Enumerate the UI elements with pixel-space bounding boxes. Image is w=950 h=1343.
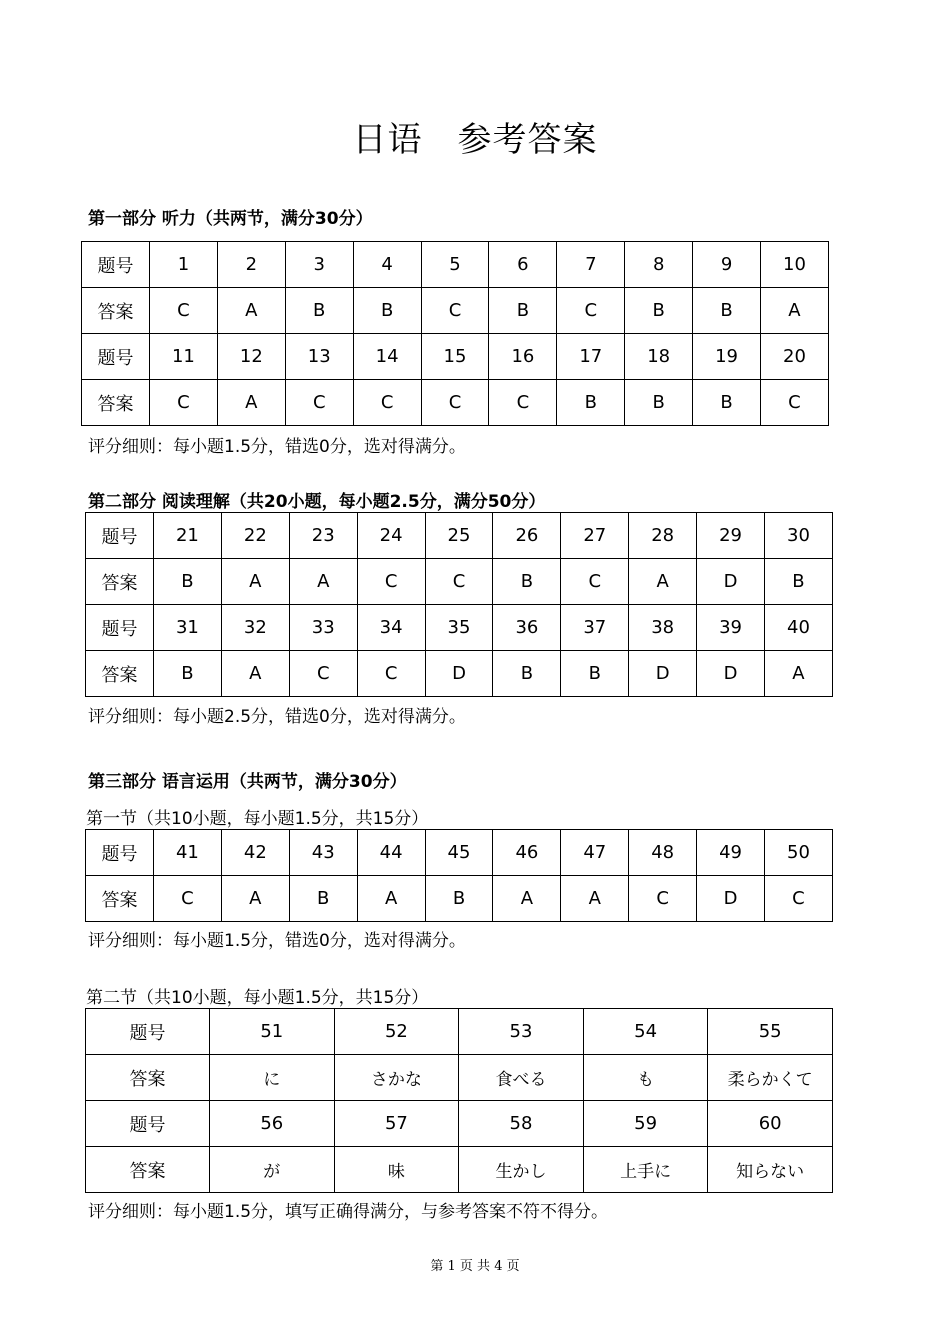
answer-cell: B <box>353 288 421 334</box>
question-number-cell: 25 <box>425 513 493 559</box>
answer-cell: 味 <box>334 1147 459 1193</box>
question-number-cell: 4 <box>353 242 421 288</box>
answer-cell: D <box>697 651 765 697</box>
answer-cell: B <box>557 380 625 426</box>
question-number-label: 题号 <box>86 1009 210 1055</box>
question-number-cell: 26 <box>493 513 561 559</box>
answer-row <box>82 380 829 426</box>
question-number-cell: 53 <box>459 1009 584 1055</box>
question-number-cell: 55 <box>708 1009 833 1055</box>
answer-cell: A <box>761 288 829 334</box>
question-number-cell: 33 <box>289 605 357 651</box>
question-number-label: 题号 <box>86 830 154 876</box>
question-number-cell: 46 <box>493 830 561 876</box>
question-number-cell: 20 <box>761 334 829 380</box>
question-number-cell: 29 <box>697 513 765 559</box>
question-number-row <box>86 830 833 876</box>
answer-cell: B <box>765 559 833 605</box>
question-number-cell: 11 <box>150 334 218 380</box>
question-number-cell: 41 <box>154 830 222 876</box>
question-number-row <box>86 1009 833 1055</box>
answer-cell: B <box>493 559 561 605</box>
part3-heading: 第三部分 语言运用（共两节，满分30分） <box>88 772 407 792</box>
part3-section1-heading: 第一节（共10小题，每小题1.5分，共15分） <box>86 809 429 829</box>
question-number-cell: 32 <box>221 605 289 651</box>
part3-section2-heading: 第二节（共10小题，每小题1.5分，共15分） <box>86 988 429 1008</box>
part1-scoring-note: 评分细则：每小题1.5分，错选0分，选对得满分。 <box>88 437 466 457</box>
question-number-cell: 8 <box>625 242 693 288</box>
question-number-cell: 43 <box>289 830 357 876</box>
question-number-cell: 21 <box>154 513 222 559</box>
answer-cell: D <box>425 651 493 697</box>
question-number-cell: 49 <box>697 830 765 876</box>
answer-cell: C <box>421 380 489 426</box>
answer-row <box>86 651 833 697</box>
question-number-cell: 36 <box>493 605 561 651</box>
question-number-cell: 38 <box>629 605 697 651</box>
question-number-cell: 24 <box>357 513 425 559</box>
part1-heading: 第一部分 听力（共两节，满分30分） <box>88 209 373 229</box>
answer-cell: A <box>357 876 425 922</box>
question-number-label: 题号 <box>86 605 154 651</box>
answer-cell: B <box>425 876 493 922</box>
answer-cell: A <box>217 288 285 334</box>
answer-cell: が <box>210 1147 335 1193</box>
answer-label: 答案 <box>82 288 150 334</box>
answer-cell: C <box>425 559 493 605</box>
answer-cell: B <box>154 559 222 605</box>
question-number-cell: 30 <box>765 513 833 559</box>
answer-cell: C <box>154 876 222 922</box>
question-number-cell: 17 <box>557 334 625 380</box>
answer-cell: A <box>561 876 629 922</box>
question-number-cell: 13 <box>285 334 353 380</box>
answer-cell: B <box>561 651 629 697</box>
question-number-cell: 14 <box>353 334 421 380</box>
question-number-cell: 2 <box>217 242 285 288</box>
question-number-cell: 45 <box>425 830 493 876</box>
question-number-cell: 10 <box>761 242 829 288</box>
question-number-cell: 16 <box>489 334 557 380</box>
answer-cell: D <box>697 559 765 605</box>
answer-label: 答案 <box>82 380 150 426</box>
answer-cell: C <box>761 380 829 426</box>
answer-cell: B <box>154 651 222 697</box>
answer-cell: A <box>221 876 289 922</box>
answer-label: 答案 <box>86 1147 210 1193</box>
answer-cell: B <box>289 876 357 922</box>
answer-cell: に <box>210 1055 335 1101</box>
part3-section1-answer-table <box>85 829 833 922</box>
question-number-cell: 57 <box>334 1101 459 1147</box>
question-number-cell: 58 <box>459 1101 584 1147</box>
question-number-label: 题号 <box>82 242 150 288</box>
answer-cell: B <box>693 288 761 334</box>
answer-cell: A <box>221 559 289 605</box>
answer-cell: B <box>625 380 693 426</box>
answer-row <box>82 288 829 334</box>
answer-cell: C <box>289 651 357 697</box>
part3-section2-scoring-note: 评分细则：每小题1.5分，填写正确得满分，与参考答案不符不得分。 <box>88 1202 609 1222</box>
answer-label: 答案 <box>86 876 154 922</box>
question-number-row <box>86 513 833 559</box>
answer-cell: A <box>221 651 289 697</box>
answer-cell: 上手に <box>583 1147 708 1193</box>
question-number-cell: 54 <box>583 1009 708 1055</box>
answer-cell: C <box>629 876 697 922</box>
answer-row <box>86 876 833 922</box>
question-number-cell: 35 <box>425 605 493 651</box>
question-number-cell: 5 <box>421 242 489 288</box>
answer-cell: B <box>285 288 353 334</box>
answer-cell: 柔らかくて <box>708 1055 833 1101</box>
question-number-cell: 27 <box>561 513 629 559</box>
answer-cell: も <box>583 1055 708 1101</box>
answer-label: 答案 <box>86 1055 210 1101</box>
question-number-row <box>86 605 833 651</box>
question-number-cell: 7 <box>557 242 625 288</box>
page-title: 日语 参考答案 <box>352 120 598 160</box>
question-number-cell: 60 <box>708 1101 833 1147</box>
question-number-cell: 12 <box>217 334 285 380</box>
question-number-cell: 52 <box>334 1009 459 1055</box>
answer-cell: C <box>765 876 833 922</box>
answer-row <box>86 1147 833 1193</box>
question-number-label: 题号 <box>82 334 150 380</box>
question-number-cell: 23 <box>289 513 357 559</box>
answer-row <box>86 1055 833 1101</box>
answer-cell: C <box>357 559 425 605</box>
page-footer: 第 1 页 共 4 页 <box>430 1259 520 1274</box>
part3-section1-scoring-note: 评分细则：每小题1.5分，错选0分，选对得满分。 <box>88 931 466 951</box>
question-number-cell: 3 <box>285 242 353 288</box>
answer-cell: A <box>765 651 833 697</box>
part2-scoring-note: 评分细则：每小题2.5分，错选0分，选对得满分。 <box>88 707 466 727</box>
question-number-cell: 44 <box>357 830 425 876</box>
answer-cell: B <box>489 288 557 334</box>
answer-cell: A <box>289 559 357 605</box>
question-number-label: 题号 <box>86 513 154 559</box>
answer-cell: C <box>150 380 218 426</box>
question-number-cell: 39 <box>697 605 765 651</box>
answer-cell: C <box>353 380 421 426</box>
answer-cell: 生かし <box>459 1147 584 1193</box>
answer-cell: C <box>561 559 629 605</box>
question-number-row <box>86 1101 833 1147</box>
part2-answer-table <box>85 512 833 697</box>
question-number-cell: 19 <box>693 334 761 380</box>
answer-cell: 食べる <box>459 1055 584 1101</box>
answer-cell: C <box>285 380 353 426</box>
answer-cell: さかな <box>334 1055 459 1101</box>
question-number-cell: 9 <box>693 242 761 288</box>
question-number-row <box>82 334 829 380</box>
answer-cell: C <box>357 651 425 697</box>
question-number-cell: 15 <box>421 334 489 380</box>
question-number-cell: 1 <box>150 242 218 288</box>
question-number-cell: 51 <box>210 1009 335 1055</box>
part1-answer-table <box>81 241 829 426</box>
answer-cell: C <box>150 288 218 334</box>
question-number-cell: 56 <box>210 1101 335 1147</box>
answer-cell: A <box>217 380 285 426</box>
question-number-cell: 48 <box>629 830 697 876</box>
question-number-label: 题号 <box>86 1101 210 1147</box>
question-number-row <box>82 242 829 288</box>
answer-label: 答案 <box>86 559 154 605</box>
question-number-cell: 22 <box>221 513 289 559</box>
answer-label: 答案 <box>86 651 154 697</box>
question-number-cell: 59 <box>583 1101 708 1147</box>
question-number-cell: 34 <box>357 605 425 651</box>
answer-cell: B <box>693 380 761 426</box>
answer-cell: 知らない <box>708 1147 833 1193</box>
question-number-cell: 28 <box>629 513 697 559</box>
question-number-cell: 47 <box>561 830 629 876</box>
answer-cell: D <box>697 876 765 922</box>
answer-cell: C <box>557 288 625 334</box>
question-number-cell: 50 <box>765 830 833 876</box>
question-number-cell: 40 <box>765 605 833 651</box>
answer-cell: D <box>629 651 697 697</box>
part3-section2-answer-table <box>85 1008 833 1193</box>
question-number-cell: 37 <box>561 605 629 651</box>
answer-cell: A <box>493 876 561 922</box>
answer-cell: C <box>421 288 489 334</box>
question-number-cell: 18 <box>625 334 693 380</box>
answer-cell: B <box>493 651 561 697</box>
answer-cell: B <box>625 288 693 334</box>
question-number-cell: 31 <box>154 605 222 651</box>
answer-cell: C <box>489 380 557 426</box>
question-number-cell: 42 <box>221 830 289 876</box>
part2-heading: 第二部分 阅读理解（共20小题，每小题2.5分，满分50分） <box>88 492 546 512</box>
question-number-cell: 6 <box>489 242 557 288</box>
answer-cell: A <box>629 559 697 605</box>
answer-row <box>86 559 833 605</box>
